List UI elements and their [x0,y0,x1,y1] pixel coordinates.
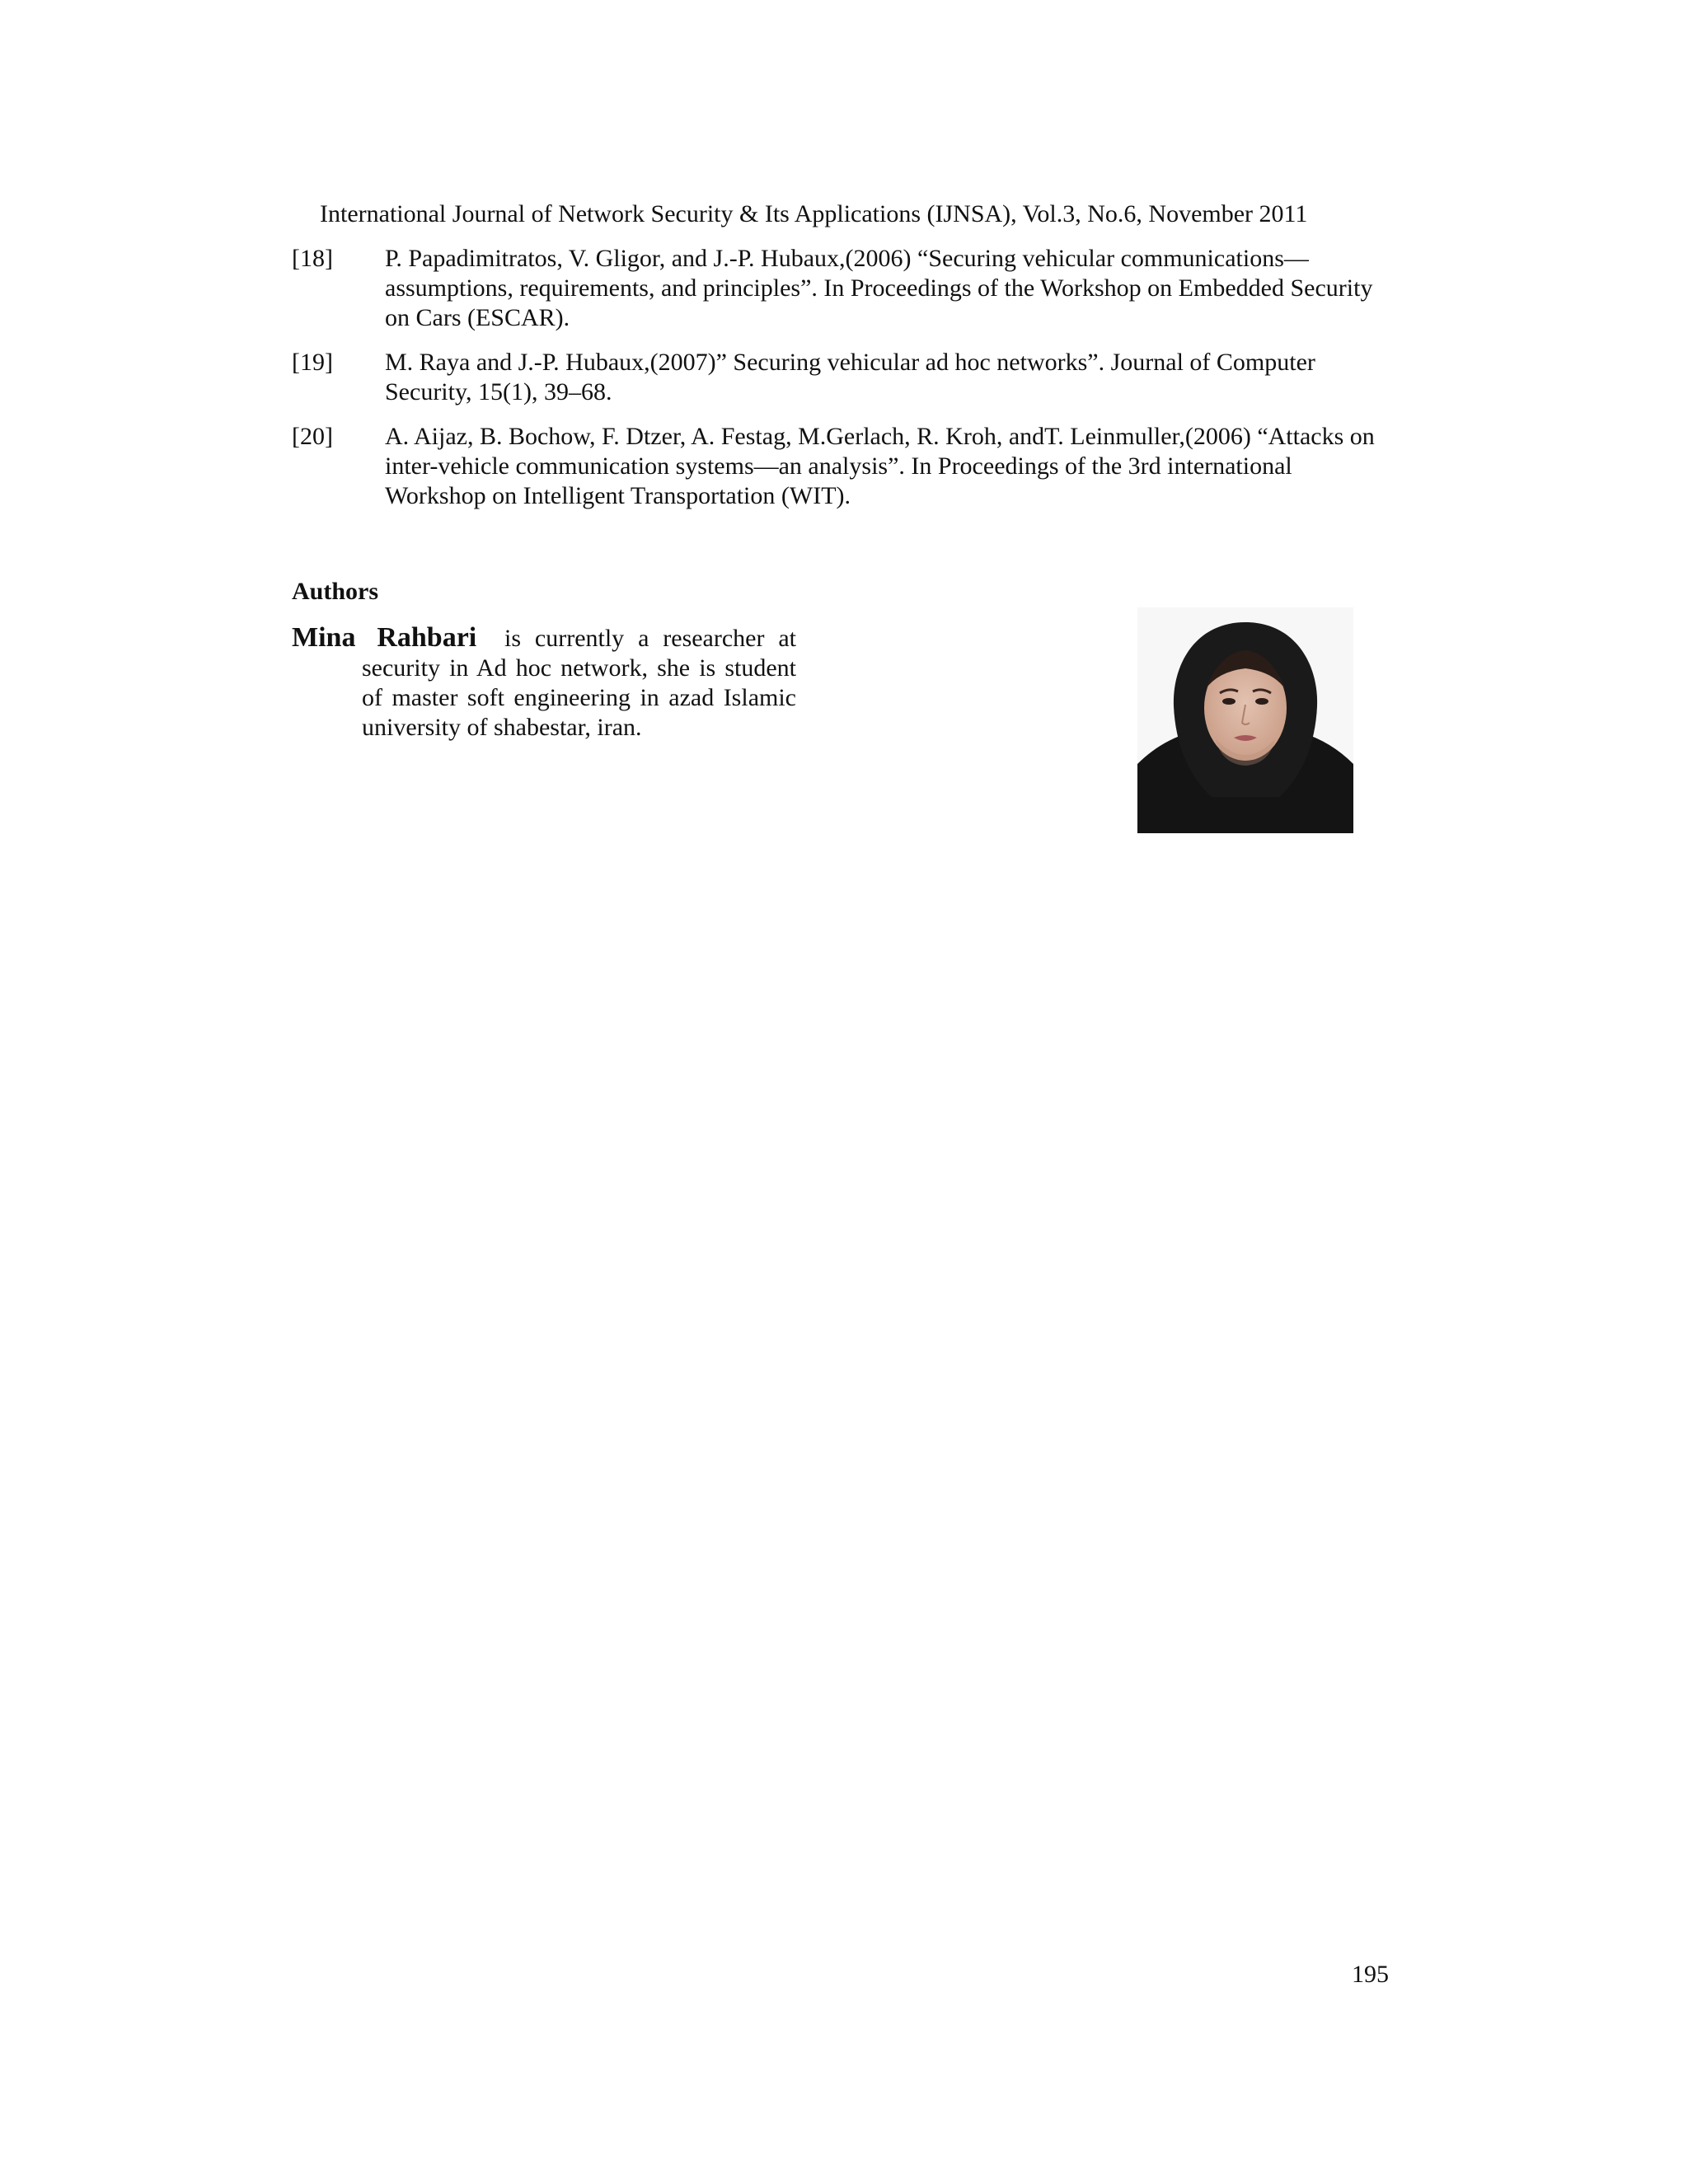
reference-item [292,244,1380,333]
reference-item [292,422,1380,511]
reference-text: M. Raya and J.-P. Hubaux,(2007)” Securing vehicular ad hoc networks”. Journal of Computer Security, 15(1), 39–68. [385,349,1315,405]
author-photo [1137,607,1353,833]
reference-number: [18] [292,245,333,272]
reference-number: [20] [292,423,333,450]
reference-item [292,348,1380,407]
author-bio-text: is currently a researcher at security in Ad hoc network, she is student of master soft engineering in azad Islamic university of shabestar, iran. [362,625,797,741]
reference-list [292,244,1380,526]
page-number: 195 [1352,1961,1389,1988]
running-header: International Journal of Network Security & Its Applications (IJNSA), Vol.3, No.6, November 2011 [320,200,1308,227]
author-name: Mina Rahbari [292,622,477,653]
reference-text: P. Papadimitratos, V. Gligor, and J.-P. Hubaux,(2006) “Securing vehicular communications—assumptions, requirements, and principles”. In Proceedings of the Workshop on Embedded Security on Cars (ESCAR). [385,245,1373,331]
author-bio [292,623,796,743]
authors-heading: Authors [292,578,379,605]
reference-text: A. Aijaz, B. Bochow, F. Dtzer, A. Festag, M.Gerlach, R. Kroh, andT. Leinmuller,(2006) “Attacks on inter-vehicle communication systems—an analysis”. In Proceedings of the 3rd international Workshop on Intelligent Transportation (WIT). [385,423,1375,509]
reference-number: [19] [292,349,333,376]
